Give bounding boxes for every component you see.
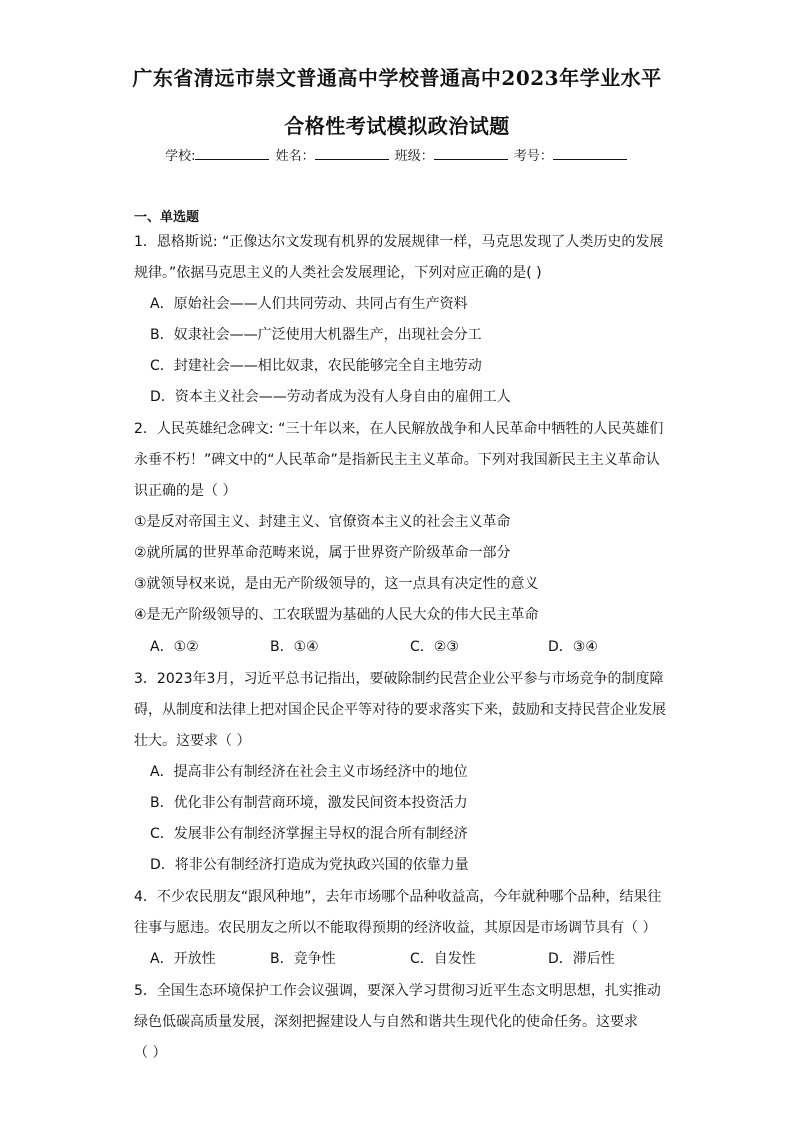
- question-1-option-a: A．原始社会——人们共同劳动、共同占有生产资料: [150, 296, 468, 312]
- question-2-option-a: A．①②: [150, 639, 199, 655]
- question-4-option-c: C．自发性: [410, 951, 476, 967]
- exam-title-line-1: 广东省清远市崇文普通高中学校普通高中2023年学业水平: [132, 66, 662, 90]
- school-label: 学校:: [165, 149, 196, 164]
- question-2-line-1: 2．人民英雄纪念碑文: “三十年以来，在人民解放战争和人民革命中牺牲的人民英雄们: [134, 421, 664, 437]
- exam-number-blank: [553, 147, 627, 160]
- question-2-statement-2: ②就所属的世界革命范畴来说，属于世界资产阶级革命一部分: [134, 545, 511, 561]
- name-blank: [315, 147, 389, 160]
- question-1-option-d: D．资本主义社会——劳动者成为没有人身自由的雇佣工人: [150, 389, 511, 405]
- question-3-option-a: A．提高非公有制经济在社会主义市场经济中的地位: [150, 764, 468, 780]
- question-2-line-2: 永垂不朽！”碑文中的“人民革命”是指新民主主义革命。下列对我国新民主主义革命认: [134, 452, 660, 468]
- school-blank: [195, 147, 269, 160]
- question-5-line-2: 绿色低碳高质量发展，深刻把握建设人与自然和谐共生现代化的使命任务。这要求: [134, 1014, 638, 1030]
- question-4-option-d: D．滞后性: [548, 951, 615, 967]
- question-1-option-b: B．奴隶社会——广泛使用大机器生产，出现社会分工: [150, 327, 482, 343]
- section-heading: 一、单选题: [134, 210, 200, 225]
- question-1-line-2: 规律。”依据马克思主义的人类社会发展理论，下列对应正确的是( ): [134, 265, 542, 281]
- question-5-line-1: 5．全国生态环境保护工作会议强调，要深入学习贯彻习近平生态文明思想，扎实推动: [134, 983, 661, 999]
- question-4-line-1: 4．不少农民朋友“跟风种地”，去年市场哪个品种收益高，今年就种哪个品种，结果往: [134, 889, 662, 905]
- question-4-option-b: B．竞争性: [270, 951, 336, 967]
- question-5-line-3: （ ）: [134, 1045, 167, 1061]
- question-3-option-b: B．优化非公有制营商环境，激发民间资本投资活力: [150, 795, 468, 811]
- question-3-line-2: 碍，从制度和法律上把对国企民企平等对待的要求落实下来，鼓励和支持民营企业发展: [134, 702, 666, 718]
- question-2-statement-1: ①是反对帝国主义、封建主义、官僚资本主义的社会主义革命: [134, 514, 511, 530]
- class-label: 班级：: [394, 149, 434, 164]
- exam-title-line-2: 合格性考试模拟政治试题: [284, 114, 510, 138]
- question-4-line-2: 往事与愿违。农民朋友之所以不能取得预期的经济收益，其原因是市场调节具有（ ）: [134, 920, 657, 936]
- question-1-line-1: 1．恩格斯说: “正像达尔文发现有机界的发展规律一样，马克思发现了人类历史的发展: [134, 234, 664, 250]
- question-2-line-3: 识正确的是（ ）: [134, 483, 237, 499]
- question-2-statement-4: ④是无产阶级领导的、工农联盟为基础的人民大众的伟大民主革命: [134, 607, 539, 623]
- question-3-option-d: D．将非公有制经济打造成为党执政兴国的依靠力量: [150, 857, 469, 873]
- exam-number-label: 考号：: [513, 149, 553, 164]
- question-2-option-d: D．③④: [548, 639, 598, 655]
- class-blank: [434, 147, 508, 160]
- question-3-option-c: C．发展非公有制经济掌握主导权的混合所有制经济: [150, 826, 468, 842]
- question-2-statement-3: ③就领导权来说，是由无产阶级领导的，这一点具有决定性的意义: [134, 576, 539, 592]
- question-4-option-a: A．开放性: [150, 951, 216, 967]
- question-2-option-c: C．②③: [410, 639, 459, 655]
- question-3-line-1: 3．2023年3月，习近平总书记指出，要破除制约民营企业公平参与市场竞争的制度障: [134, 671, 664, 687]
- question-3-line-3: 壮大。这要求（ ）: [134, 733, 251, 749]
- question-1-option-c: C．封建社会——相比奴隶，农民能够完全自主地劳动: [150, 358, 482, 374]
- student-info-row: [0, 145, 794, 164]
- name-label: 姓名：: [275, 149, 315, 164]
- question-2-option-b: B．①④: [270, 639, 319, 655]
